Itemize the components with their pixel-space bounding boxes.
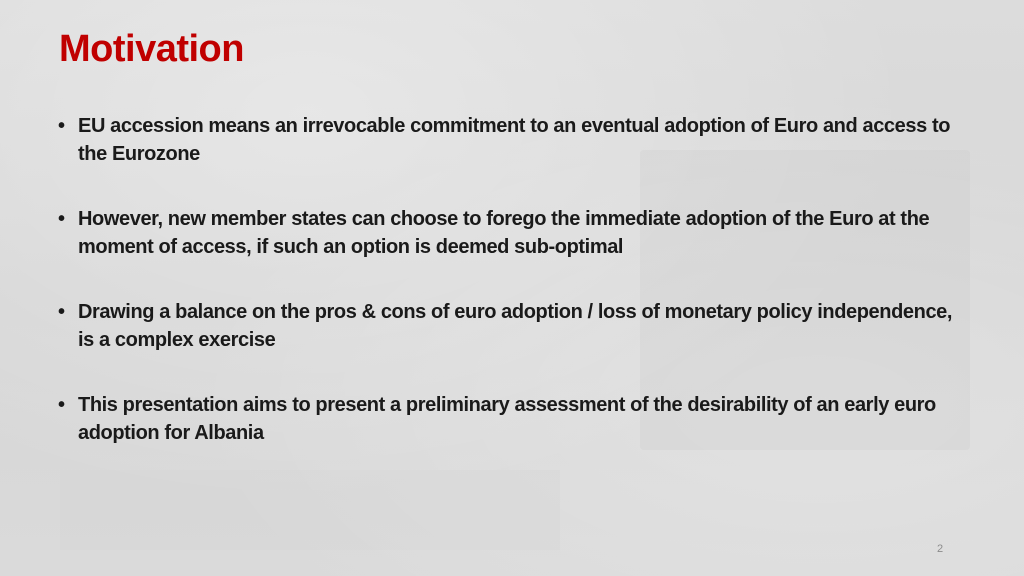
bullet-text: Drawing a balance on the pros & cons of euro adoption / loss of monetary policy independence, is a complex exercise bbox=[78, 301, 953, 351]
bullet-item bbox=[56, 112, 956, 168]
page-number: 2 bbox=[937, 543, 944, 555]
bullet-dot: • bbox=[58, 208, 65, 230]
bullet-text: EU accession means an irrevocable commitment to an eventual adoption of Euro and access to the Eurozone bbox=[78, 115, 951, 165]
bullet-item bbox=[56, 298, 956, 354]
slide-title: Motivation bbox=[59, 28, 244, 70]
bullet-item bbox=[56, 205, 956, 261]
bullet-text: However, new member states can choose to forego the immediate adoption of the Euro at the moment of access, if such an option is deemed sub-optimal bbox=[78, 208, 930, 258]
bullet-dot: • bbox=[58, 394, 65, 416]
bullet-text: This presentation aims to present a preliminary assessment of the desirability of an early euro adoption for Albania bbox=[78, 394, 936, 444]
bullet-dot: • bbox=[58, 115, 65, 137]
bullet-list bbox=[56, 112, 956, 484]
bullet-dot: • bbox=[58, 301, 65, 323]
bullet-item bbox=[56, 391, 956, 447]
